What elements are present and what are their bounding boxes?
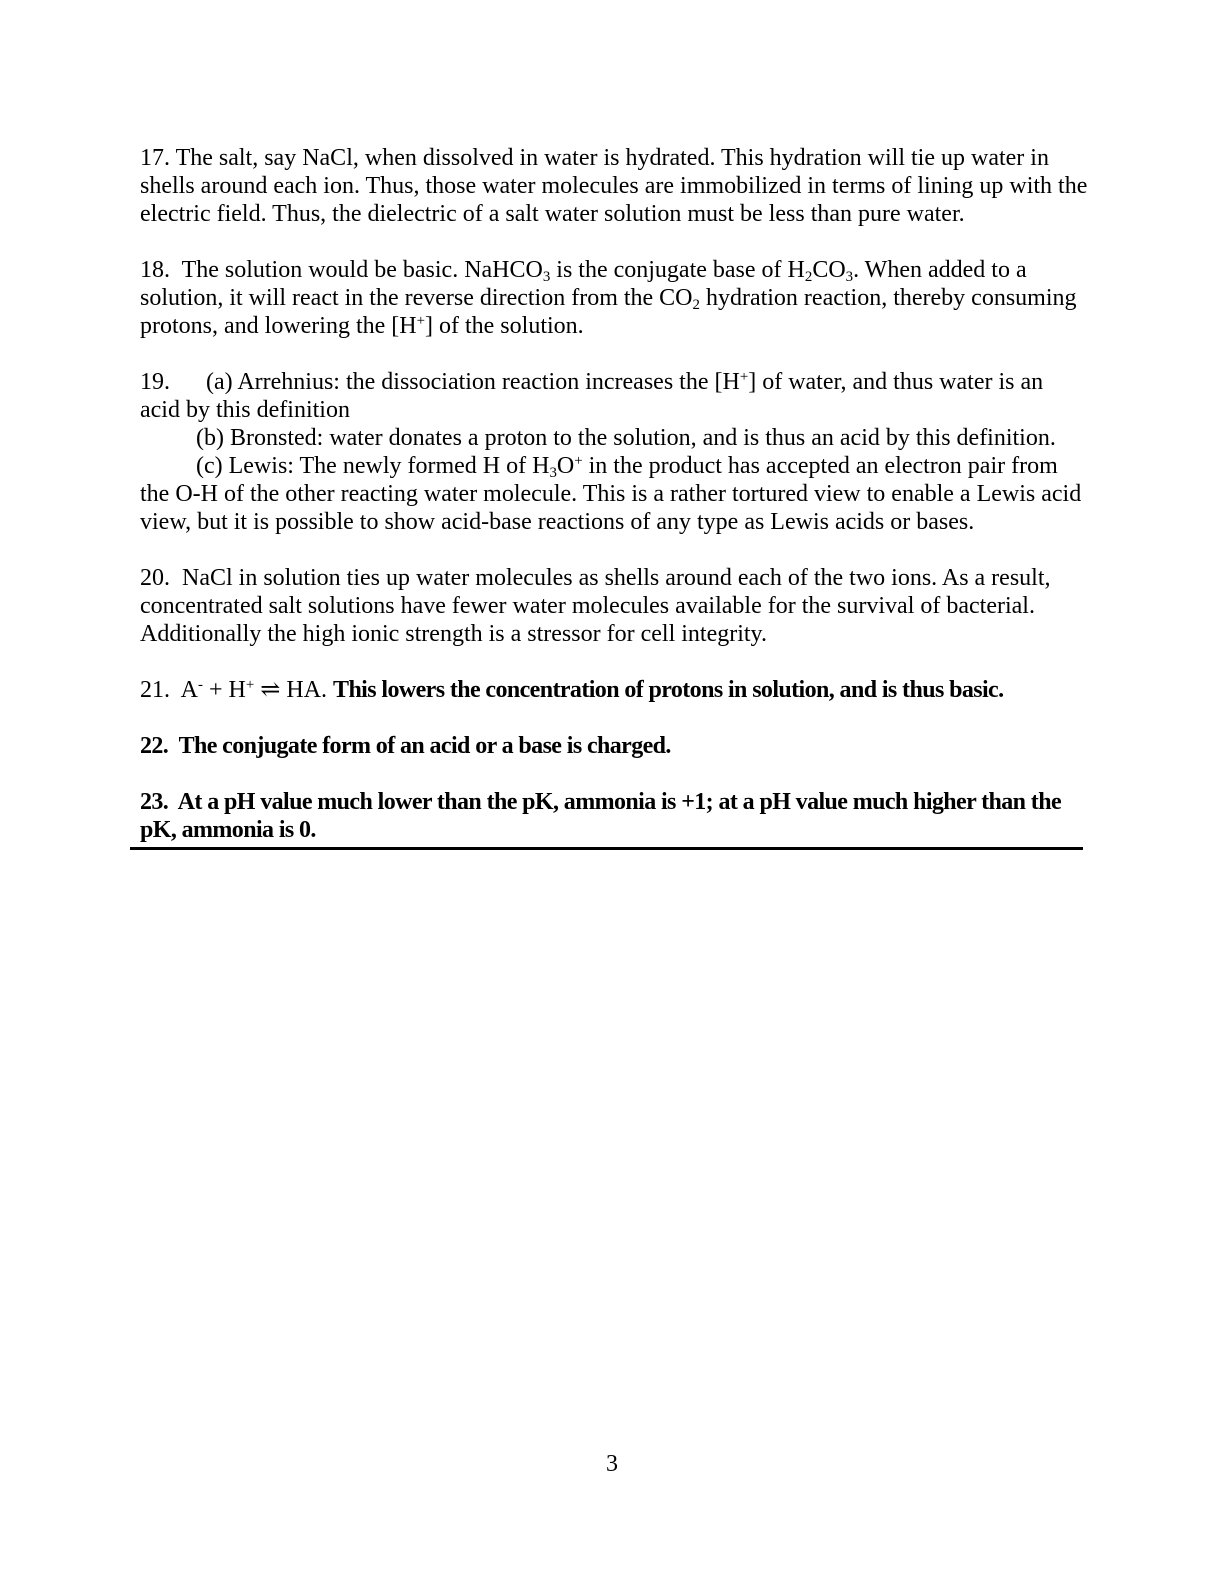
page-number: 3	[606, 1451, 618, 1477]
answer-21: 21. A- + H+ ⇌ HA. This lowers the concentration of protons in solution, and is thus basic.	[140, 676, 1004, 703]
answer-23: 23. At a pH value much lower than the pK, ammonia is +1; at a pH value much higher than the pK, ammonia is 0.	[140, 789, 1067, 843]
answer-17: 17. The salt, say NaCl, when dissolved in water is hydrated. This hydration will tie up water in shells around each ion. Thus, those water molecules are immobilized in terms of lining up with the electric field. Thus, the dielectric of a salt water solution must be less than pure water.	[140, 145, 1094, 227]
answer-19-part-c: (c) Lewis: The newly formed H of $H_3O^+$ in the product has accepted an electron pair from the O-H of the other reacting water molecule. This is a rather tortured view to enable a Lewis acid view, but it is possible to show acid-base reactions of any type as Lewis acids or bases.	[140, 452, 1088, 535]
answer-18: 18. The solution would be basic. NaHCO$_3$ is the conjugate base of $H_2CO_3$. When added to a solution, it will react in the reverse direction from the $CO_2$ hydration reaction, thereby consuming protons, and lowering the [H+] of the solution.	[140, 257, 1083, 339]
footer-rule	[130, 847, 1083, 850]
answer-19-part-a: 19. (a) Arrehnius: the dissociation reaction increases the [H+] of water, and thus water is an acid by this definition	[140, 368, 1050, 423]
answer-20: 20. NaCl in solution ties up water molecules as shells around each of the two ions. As a result, concentrated salt solutions have fewer water molecules available for the survival of bacterial. Additionally the high ionic strength is a stressor for cell integrity.	[140, 565, 1057, 647]
answer-22: 22. The conjugate form of an acid or a base is charged.	[140, 733, 671, 759]
answers-body	[140, 144, 1094, 850]
answer-19-part-b: (b) Bronsted: water donates a proton to the solution, and is thus an acid by this definition.	[196, 425, 1056, 451]
